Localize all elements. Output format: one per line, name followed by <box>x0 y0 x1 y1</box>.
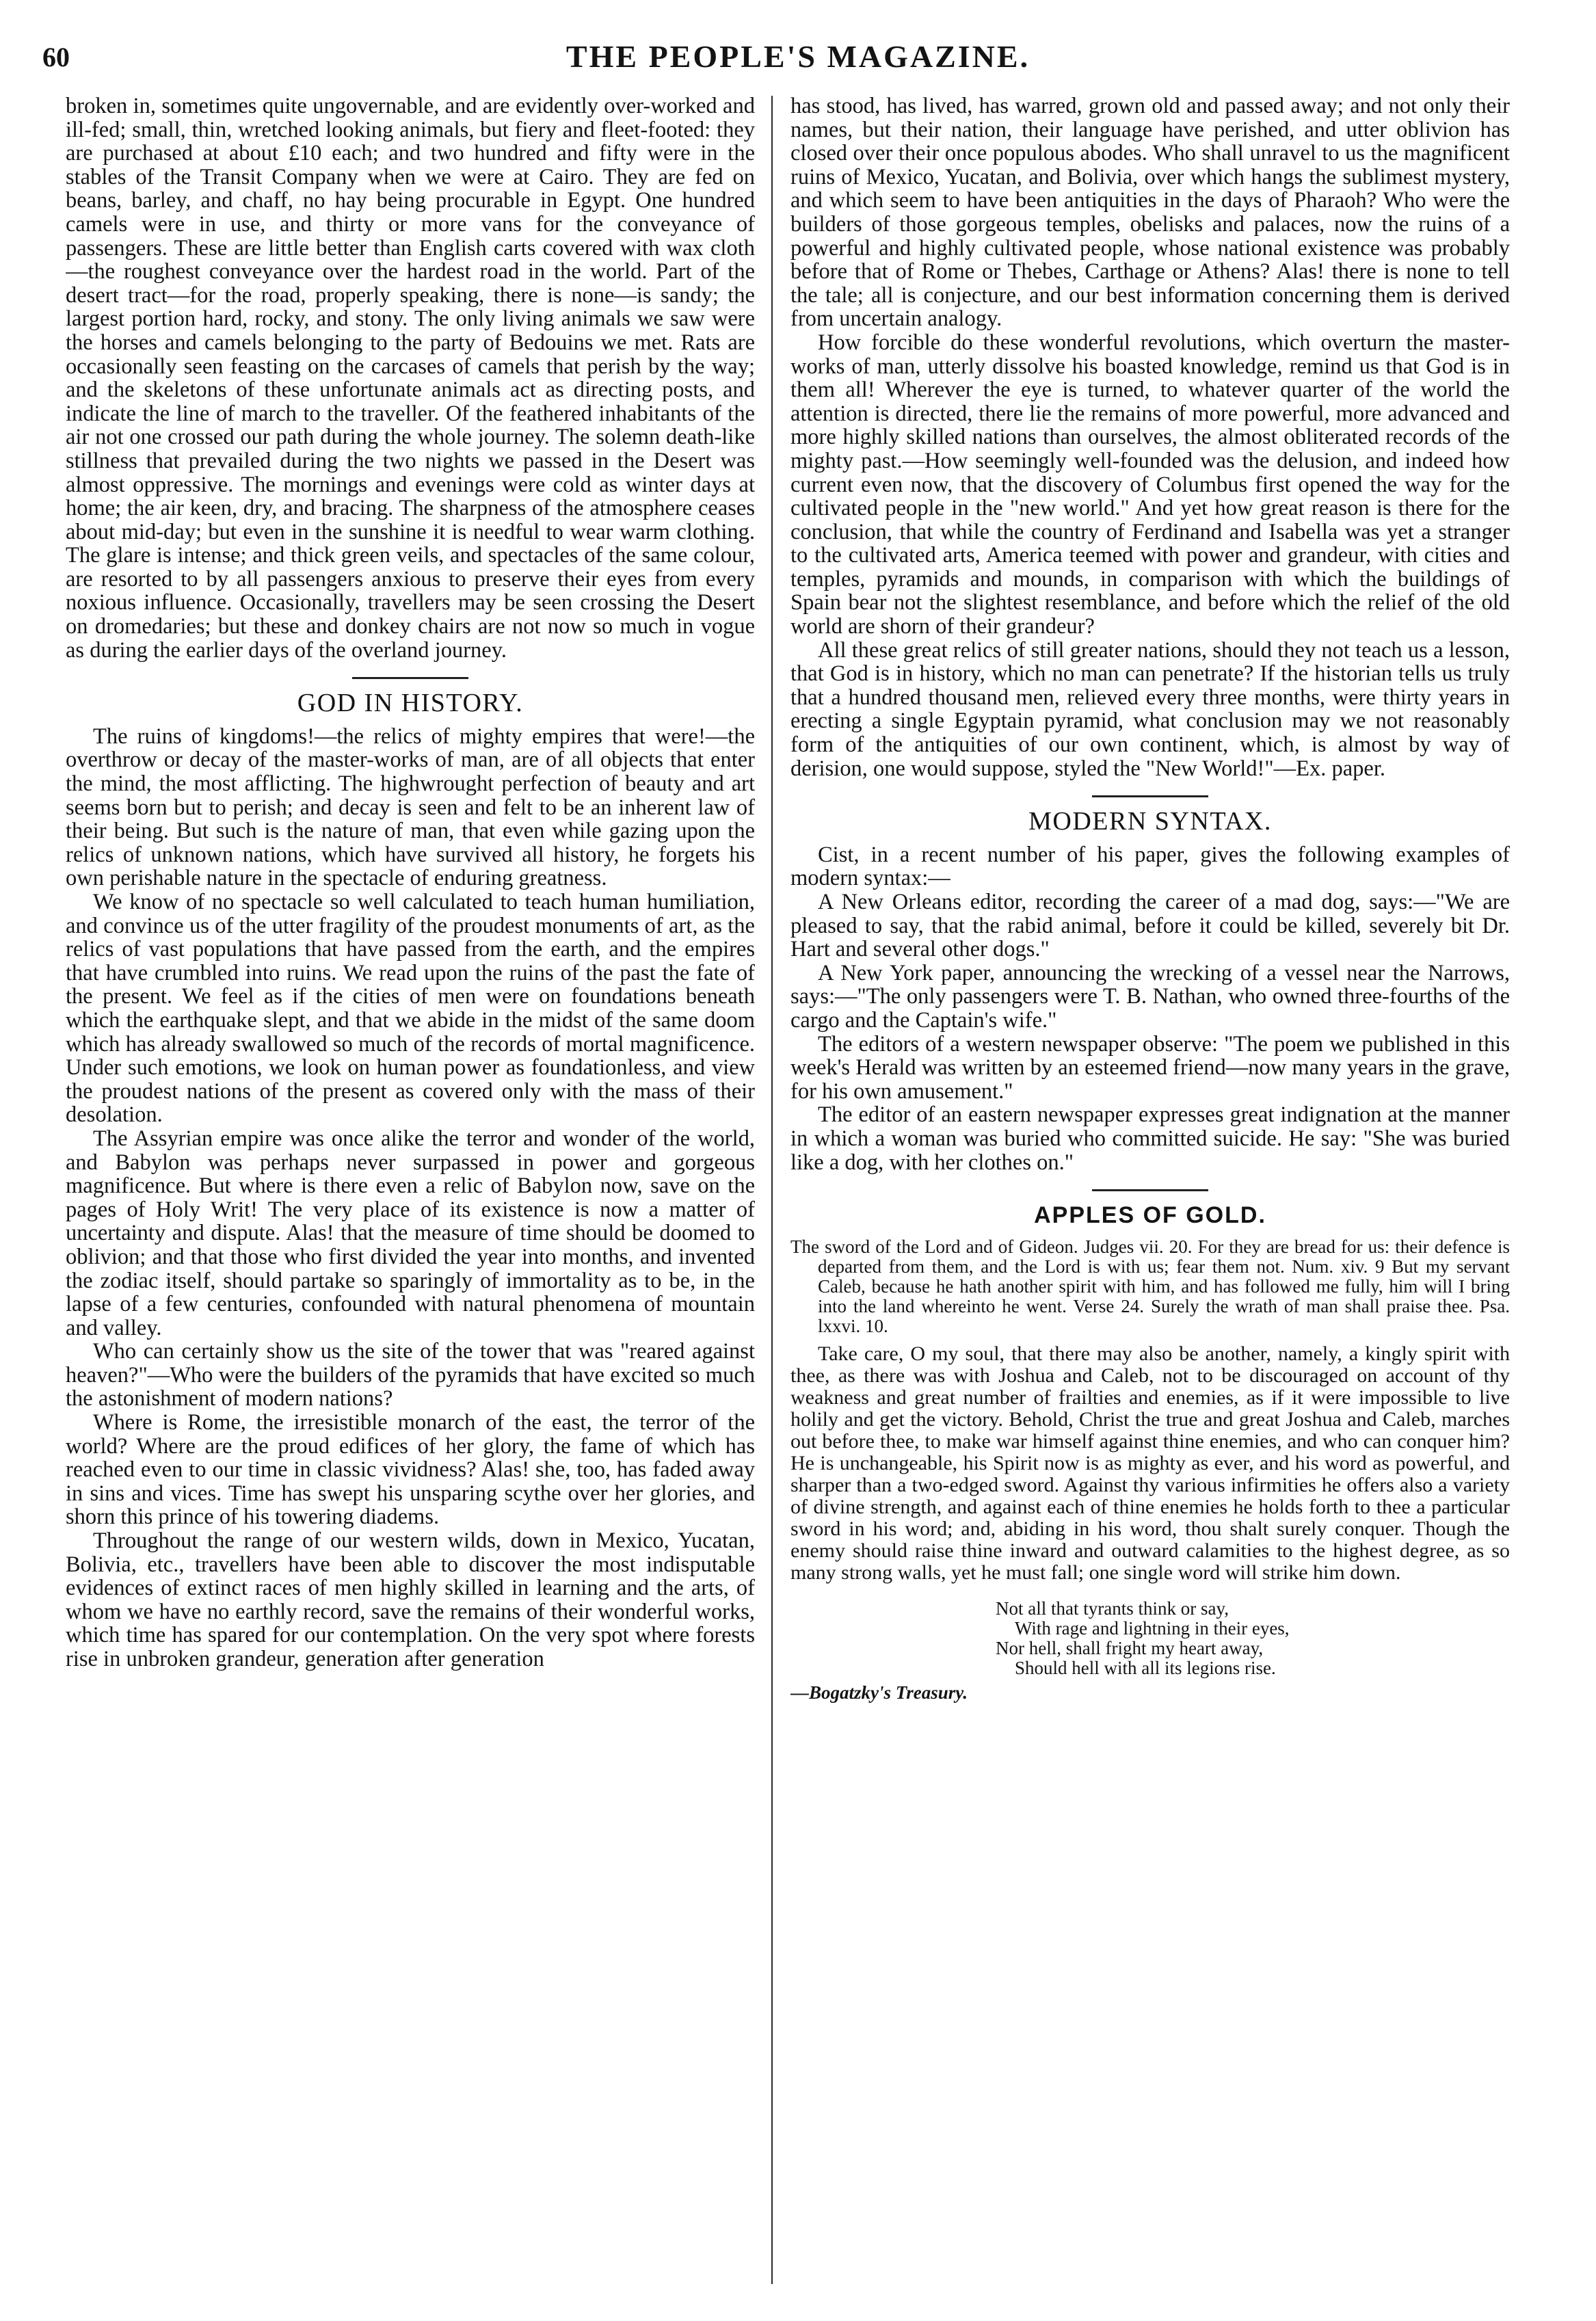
article-paragraph: All these great relics of still greater nations, should they not teach us a lesson, that God is in history, which no man can penetrate? If the historian tells us truly that a hundred thousand men, relieved every three months, were thirty years in erecting a single Egyptain pyramid, what conclusion may we not reasonably form of the antiquities of our own continent, which, is almost by way of derision, one would suppose, styled the "New World!"—Ex. paper. <box>790 637 1510 781</box>
poem-line: Should hell with all its legions rise. <box>1015 1657 1276 1678</box>
left-column <box>66 94 755 2296</box>
article-paragraph: Throughout the range of our western wilds, down in Mexico, Yucatan, Bolivia, etc., travellers have been able to discover the most indisputable evidences of extinct races of men highly skilled in learning and the arts, of whom we have no earthly record, save the remains of their wonderful works, which time has spared for our contemplation. On the very spot where forests rise in unbroken grandeur, generation after generation <box>66 1528 755 1671</box>
syntax-paragraph: The editors of a western newspaper observe: "The poem we published in this week's Herald was written by an esteemed friend—now many years in the grave, for his own amusement." <box>790 1031 1510 1104</box>
section-divider <box>352 677 468 679</box>
section-divider <box>1092 795 1208 797</box>
article-paragraph: The Assyrian empire was once alike the terror and wonder of the world, and Babylon was perhaps never surpassed in power and gorgeous magnificence. But where is there even a relic of Babylon now, save on the pages of Holy Writ! The very place of its existence is now a matter of uncertainty and dispute. Alas! that the measure of time should be doomed to oblivion; and that those who first divided the year into months, and invented the zodiac itself, should partake so sparingly of immortality as to be, in the lapse of a few centuries, confounded with natural phenomena of mountain and valley. <box>66 1126 755 1340</box>
page-number: 60 <box>42 42 70 72</box>
section-divider <box>1092 1189 1208 1191</box>
right-column <box>790 94 1510 2296</box>
syntax-paragraph: The editor of an eastern newspaper expresses great indignation at the manner in which a woman was buried who committed suicide. He say: "She was buried like a dog, with her clothes on." <box>790 1102 1510 1175</box>
syntax-paragraph: Cist, in a recent number of his paper, gives the following examples of modern syntax:— <box>790 842 1510 891</box>
article-paragraph: The ruins of kingdoms!—the relics of mighty empires that were!—the overthrow or decay of the master-works of man, are of all objects that enter the mind, the most afflicting. The highwrought perfection of beauty and art seems born but to perish; and decay is seen and felt to be an inherent law of their being. But such is the nature of man, that even while gazing upon the relics of unknown nations, which have survived all history, he forgets his own perishable nature in the spectacle of enduring greatness. <box>66 724 755 891</box>
poem-line: Nor hell, shall fright my heart away, <box>996 1637 1264 1658</box>
article-paragraph: Where is Rome, the irresistible monarch of the east, the terror of the world? Where are the proud edifices of her glory, the fame of which has reached even to our time in classic vividness? Alas! she, too, has faded away in sins and vices. Time has swept his unsparing scythe over her glories, and shorn this prince of his towering diadems. <box>66 1410 755 1530</box>
syntax-paragraph: A New Orleans editor, recording the career of a mad dog, says:—"We are pleased to say, that the rabid animal, before it could be killed, severely bit Dr. Hart and several other dogs." <box>790 890 1510 962</box>
column-divider <box>771 96 773 2284</box>
article-paragraph: Who can certainly show us the site of the tower that was "reared against heaven?"—Who were the builders of the pyramids that have excited so much the astonishment of modern nations? <box>66 1339 755 1411</box>
poem-line: With rage and lightning in their eyes, <box>1015 1617 1290 1639</box>
article-title: GOD IN HISTORY. <box>297 689 524 718</box>
source-attribution: —Bogatzky's Treasury. <box>790 1682 968 1703</box>
continued-paragraph: broken in, sometimes quite ungovernable, and are evidently over-worked and ill-fed; small, thin, wretched looking animals, but fiery and fleet-footed: they are purchased at about £10 each; and two hundred and fifty were in the stables of the Transit Company when we were at Cairo. They are fed on beans, barley, and chaff, no hay being procurable in Egypt. One hundred camels were in use, and thirty or more vans for the conveyance of passengers. These are little better than English carts covered with wax cloth—the roughest conveyance over the hardest road in the world. Part of the desert tract—for the road, properly speaking, there is none—is sandy; the largest portion hard, rocky, and stony. The only living animals we saw were the horses and camels belonging to the party of Bedouins we met. Rats are occasionally seen feasting on the carcases of camels that perish by the way; and the skeletons of these unfortunate animals act as directing posts, and indicate the line of march to the traveller. Of the feathered inhabitants of the air not one crossed our path during the whole journey. The solemn death-like stillness that prevailed during the two nights we passed in the Desert was almost oppressive. The mornings and evenings were cold as winter days at home; the air keen, dry, and bracing. The sharpness of the atmosphere ceases about mid-day; but even in the sunshine it is needful to wear warm clothing. The glare is intense; and thick green veils, and spectacles of the same colour, are resorted to by all passengers anxious to preserve their eyes from every noxious influence. Occasionally, travellers may be seen crossing the Desert on dromedaries; but these and donkey chairs are not now so much in vogue as during the earlier days of the overland journey. <box>66 94 755 663</box>
running-head: THE PEOPLE'S MAGAZINE. <box>566 39 1030 74</box>
syntax-title: MODERN SYNTAX. <box>1028 807 1272 836</box>
scripture-passage: The sword of the Lord and of Gideon. Judges vii. 20. For they are bread for us: their defence is departed from them, and the Lord is with us; fear them not. Num. xiv. 9 But my servant Caleb, because he hath another spirit with him, and has followed me fully, him will I bring into the land whereinto he went. Verse 24. Surely the wrath of man shall praise thee. Psa. lxxvi. 10. <box>790 1236 1510 1336</box>
article-paragraph: How forcible do these wonderful revolutions, which overturn the master-works of man, utterly dissolve his boasted knowledge, remind us that God is in them all! Wherever the eye is turned, to whatever quarter of the world the attention is directed, there lie the remains of more powerful, more advanced and more highly skilled nations than ourselves, the almost obliterated records of the mighty past.—How seemingly well-founded was the delusion, and indeed how current even now, that the discovery of Columbus first opened the way for the cultivated people in the "new world." And yet how great reason is there for the conclusion, that while the country of Ferdinand and Isabella was yet a stranger to the cultivated arts, America teemed with power and grandeur, with cities and temples, pyramids and mounds, in comparison with which the buildings of Spain bear not the slightest resemblance, and before which the relief of the old world are shorn of their grandeur? <box>790 330 1510 639</box>
poem <box>996 1599 1510 1678</box>
syntax-paragraph: A New York paper, announcing the wrecking of a vessel near the Narrows, says:—"The only passengers were T. B. Nathan, who owned three-fourths of the cargo and the Captain's wife." <box>790 960 1510 1033</box>
continued-paragraph: has stood, has lived, has warred, grown old and passed away; and not only their names, but their nation, their language have perished, and utter oblivion has closed over their once populous abodes. Who shall unravel to us the magnificent ruins of Mexico, Yucatan, and Bolivia, over which hangs the sublimest mystery, and which seem to have been antiquities in the days of Pharaoh? Who were the builders of those gorgeous temples, obelisks and palaces, now the ruins of a powerful and highly cultivated people, whose national existence was probably before that of Rome or Thebes, Carthage or Athens? Alas! there is none to tell the tale; all is conjecture, and our best information concerning them is derived from uncertain analogy. <box>790 94 1510 332</box>
poem-line: Not all that tyrants think or say, <box>996 1597 1229 1619</box>
apples-paragraph: Take care, O my soul, that there may also be another, namely, a kingly spirit with thee, as there was with Joshua and Caleb, not to be discouraged on account of thy weakness and great number of frailties and enemies, as if it were impossible to live holily and get the victory. Behold, Christ the true and great Joshua and Caleb, marches out before thee, to make war himself against thine enemies, and who can conquer him? He is unchangeable, his Spirit now is as mighty as ever, and his word as powerful, and sharper than a two-edged sword. Against thy various infirmities he offers also a variety of divine strength, and against each of thine enemies he holds forth to thee a particular sword in his word; and, abiding in his word, thou shalt surely conquer. Though the enemy should raise thine inward and outward calamities to the highest degree, as so many strong walls, yet he must fall; one single word will strike him down. <box>790 1342 1510 1584</box>
apples-title: APPLES OF GOLD. <box>1034 1202 1266 1229</box>
article-paragraph: We know of no spectacle so well calculated to teach human humiliation, and convince us of the utter fragility of the proudest monuments of art, as the relics of vast populations that have passed from the earth, and the empires that have crumbled into ruins. We read upon the ruins of the past the fate of the present. We feel as if the cities of men were on foundations beneath which the earthquake slept, and that we abide in the midst of the same doom which has already swallowed so much of the records of mortal magnificence. Under such emotions, we look on human power as foundationless, and view the proudest nations of the present as covered only with the mass of their desolation. <box>66 890 755 1128</box>
